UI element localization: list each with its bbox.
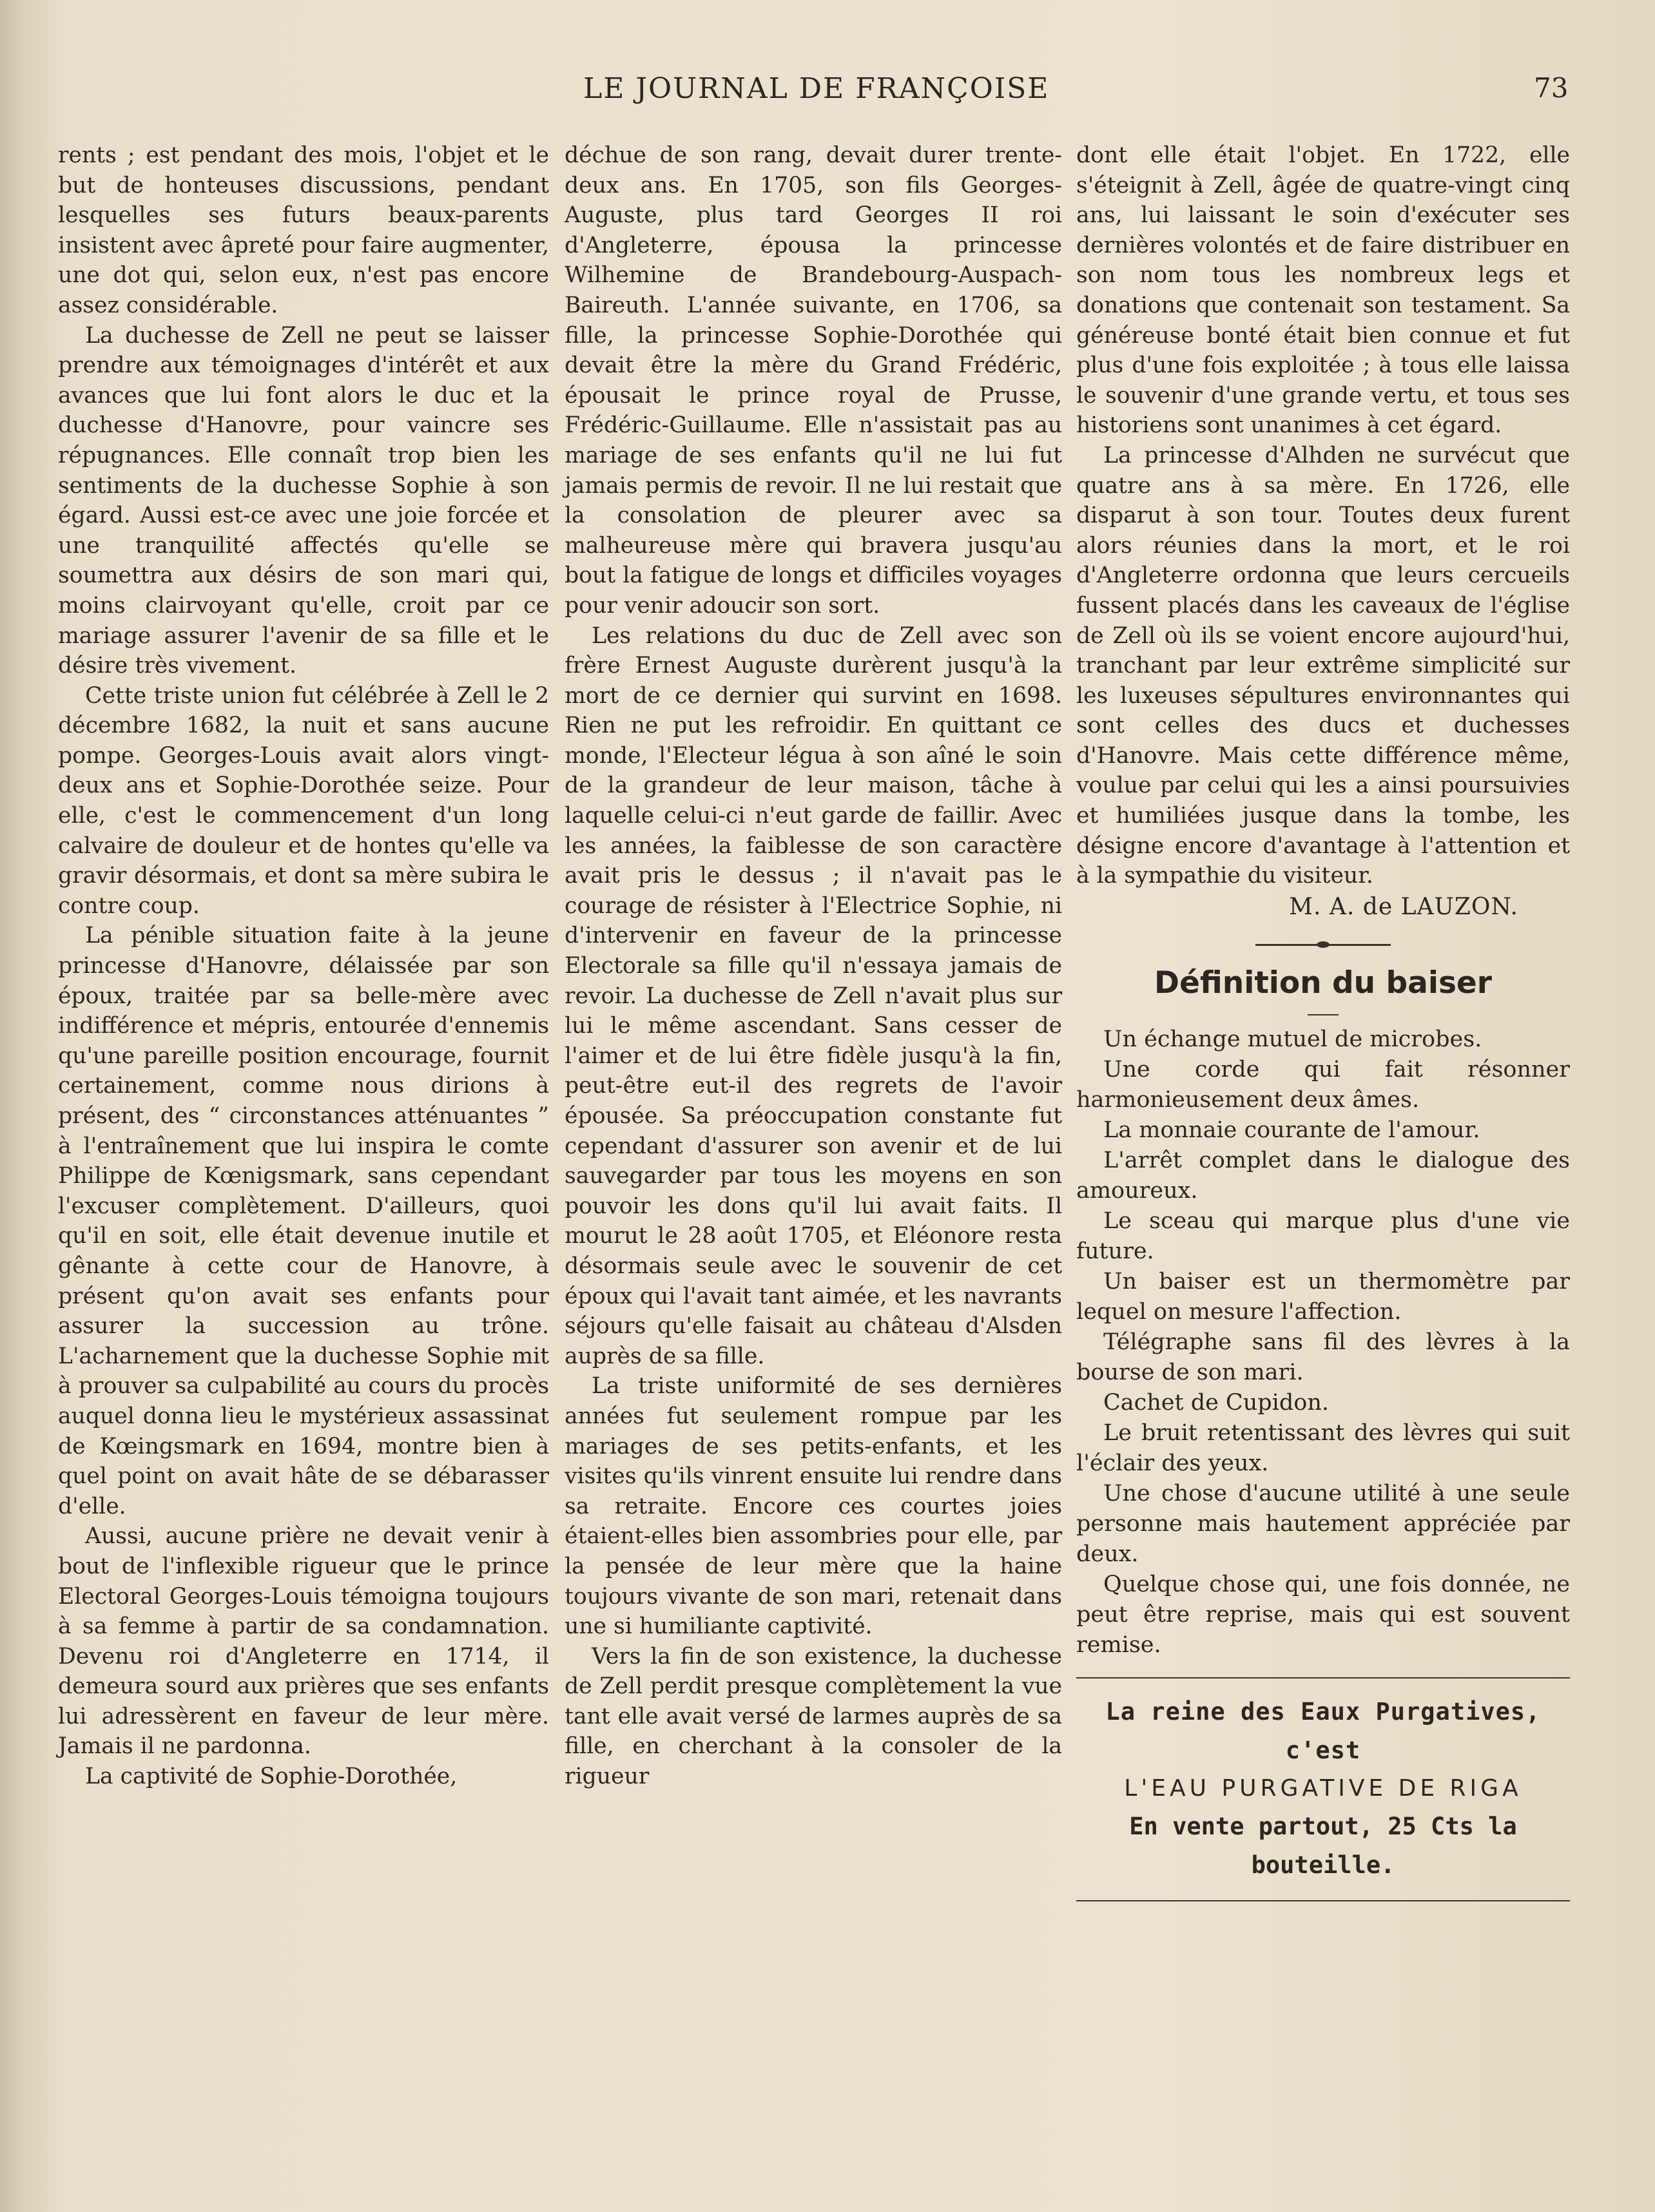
definition-item: La monnaie courante de l'amour. <box>1103 1117 1480 1144</box>
definition-item: Un baiser est un thermomètre par lequel on mesure l'affection. <box>1076 1269 1570 1325</box>
definition-item: L'arrêt complet dans le dialogue des amoureux. <box>1076 1148 1570 1204</box>
advertisement-box <box>1076 1677 1570 1901</box>
definition-item: Le bruit retentissant des lèvres qui suit l'éclair des yeux. <box>1076 1420 1570 1477</box>
title-rule <box>1308 1014 1339 1015</box>
paragraph: Vers la fin de son existence, la duchesse de Zell perdit presque complètement la vue tant elle avait versé de larmes auprès de sa fille, en cherchant à la consoler de la rigueur <box>565 1643 1062 1790</box>
definition-item: Télégraphe sans fil des lèvres à la bourse de son mari. <box>1076 1329 1570 1386</box>
definition-item: Un échange mutuel de microbes. <box>1103 1026 1482 1053</box>
section-title: Définition du baiser <box>1154 965 1492 1001</box>
article-column-2 <box>565 140 1062 1792</box>
paragraph: La pénible situation faite à la jeune princesse d'Hanovre, délaissée par son époux, traitée par sa belle-mère avec indifférence et mépris, entourée d'ennemis qu'une pareille position encourage, fournit certainement, comme nous dirions à présent, des “ circonstances atténuantes ” à l'entraînement que lui inspira le comte Philippe de Kœnigsmark, sans cependant l'excuser complètement. D'ailleurs, quoi qu'il en soit, elle était devenue inutile et gênante à cette cour de Hanovre, à présent qu'on avait ses enfants pour assurer la succession au trône. L'acharnement que la duchesse Sophie mit à prouver sa culpabilité au cours du procès auquel donna lieu le mystérieux assassinat de Kœingsmark en 1694, montre bien à quel point on avait hâte de se débarasser d'elle. <box>58 923 549 1519</box>
definitions-list <box>1076 1024 1570 1660</box>
section-divider <box>1255 944 1391 946</box>
paragraph: La princesse d'Alhden ne survécut que quatre ans à sa mère. En 1726, elle disparut à son tour. Toutes deux furent alors réunies dans la mort, et le roi d'Angleterre ordonna que leurs cercueils fussent placés dans les caveaux de l'église de Zell où ils se voient encore aujourd'hui, tranchant par leur extrême simplicité sur les luxeuses sépultures environnantes qui sont celles des ducs et duchesses d'Hanovre. Mais cette différence même, voulue par celui qui les a ainsi poursuivies et humiliées jusque dans la tombe, les désigne encore d'avantage à l'attention et à la sympathie du visiteur. <box>1076 442 1570 889</box>
page-header <box>0 72 1655 111</box>
article-column-3 <box>1076 140 1570 1901</box>
author-signature: M. A. de LAUZON. <box>1289 893 1518 920</box>
ad-price-line: En vente partout, 25 Cts la bouteille. <box>1129 1813 1517 1880</box>
running-title: LE JOURNAL DE FRANÇOISE <box>583 72 1050 105</box>
definition-item: Cachet de Cupidon. <box>1103 1390 1329 1416</box>
page-number: 73 <box>1534 72 1569 104</box>
paragraph: déchue de son rang, devait durer trente-deux ans. En 1705, son fils Georges-Auguste, plus tard Georges II roi d'Angleterre, épousa la princesse Wilhemine de Brandebourg-Auspach-Baireuth. L'année suivante, en 1706, sa fille, la princesse Sophie-Dorothée qui devait être la mère du Grand Frédéric, épousait le prince royal de Prusse, Frédéric-Guillaume. Elle n'assistait pas au mariage de ses enfants qu'il ne lui fut jamais permis de revoir. Il ne lui restait que la consolation de pleurer avec sa malheureuse mère qui bravera jusqu'au bout la fatigue de longs et difficiles voyages pour venir adoucir son sort. <box>565 142 1062 619</box>
definition-item: Une corde qui fait résonner harmonieusement deux âmes. <box>1076 1057 1570 1113</box>
definition-item: Quelque chose qui, une fois donnée, ne peut être reprise, mais qui est souvent remise. <box>1076 1572 1570 1659</box>
paragraph: La triste uniformité de ses dernières années fut seulement rompue par les mariages de ses petits-enfants, et les visites qu'ils vinrent ensuite lui rendre dans sa retraite. Encore ces courtes joies étaient-elles bien assombries pour elle, par la pensée de leur mère que la haine toujours vivante de son mari, retenait dans une si humiliante captivité. <box>565 1373 1062 1640</box>
paragraph: Les relations du duc de Zell avec son frère Ernest Auguste durèrent jusqu'à la mort de ce dernier qui survint en 1698. Rien ne put les refroidir. En quittant ce monde, l'Electeur légua à son aîné le soin de la grandeur de leur maison, tâche à laquelle celui-ci n'eut garde de faillir. Avec les années, la faiblesse de son caractère avait pris le dessus ; il n'avait pas le courage de résister à l'Electrice Sophie, ni d'intervenir en faveur de la princesse Electorale sa fille qu'il n'essaya jamais de revoir. La duchesse de Zell n'avait plus sur lui le même ascendant. Sans cesser de l'aimer et de lui être fidèle jusqu'à la fin, peut-être eut-il des regrets de l'avoir épousée. Sa préoccupation constante fut cependant d'assurer son avenir et de lui sauvegarder par tous les moyens en son pouvoir les dons qu'il lui avait faits. Il mourut le 28 août 1705, et Eléonore resta désormais seule avec le souvenir de cet époux qui l'avait tant aimée, et les navrants séjours qu'elle faisait au château d'Alsden auprès de sa fille. <box>565 622 1062 1369</box>
article-column-1 <box>58 140 549 1792</box>
definition-item: Une chose d'aucune utilité à une seule personne mais hautement appréciée par deux. <box>1076 1481 1570 1568</box>
ad-product-name: L'EAU PURGATIVE DE RIGA <box>1124 1775 1522 1802</box>
definition-item: Le sceau qui marque plus d'une vie future. <box>1076 1208 1570 1265</box>
ad-headline: La reine des Eaux Purgatives, c'est <box>1105 1698 1541 1765</box>
paragraph: La duchesse de Zell ne peut se laisser prendre aux témoignages d'intérêt et aux avances que lui font alors le duc et la duchesse d'Hanovre, pour vaincre ses répugnances. Elle connaît trop bien les sentiments de la duchesse Sophie à son égard. Aussi est-ce avec une joie forcée et une tranquilité affectés qu'elle se soumettra aux désirs de son mari qui, moins clairvoyant qu'elle, croit par ce mariage assurer l'avenir de sa fille et le désire très vivement. <box>58 322 549 679</box>
paragraph: Cette triste union fut célébrée à Zell le 2 décembre 1682, la nuit et sans aucune pompe. Georges-Louis avait alors vingt-deux ans et Sophie-Dorothée seize. Pour elle, c'est le commencement d'un long calvaire de douleur et de hontes qu'elle va gravir désormais, et dont sa mère subira le contre coup. <box>58 682 549 919</box>
paragraph: rents ; est pendant des mois, l'objet et le but de honteuses discussions, pendant lesquelles ses futurs beaux-parents insistent avec âpreté pour faire augmenter, une dot qui, selon eux, n'est pas encore assez considérable. <box>58 142 549 318</box>
paragraph: Aussi, aucune prière ne devait venir à bout de l'inflexible rigueur que le prince Electoral Georges-Louis témoigna toujours à sa femme à partir de sa condamnation. Devenu roi d'Angleterre en 1714, il demeura sourd aux prières que ses enfants lui adressèrent en faveur de leur mère. Jamais il ne pardonna. <box>58 1523 549 1760</box>
paragraph: La captivité de Sophie-Dorothée, <box>85 1764 458 1790</box>
paragraph: dont elle était l'objet. En 1722, elle s'éteignit à Zell, âgée de quatre-vingt cinq ans, lui laissant le soin d'exécuter ses dernières volontés et de faire distribuer en son nom tous les nombreux legs et donations que contenait son testament. Sa généreuse bonté était bien connue et fut plus d'une fois exploitée ; à tous elle laissa le souvenir d'une grande vertu, et tous ses historiens sont unanimes à cet égard. <box>1076 142 1570 439</box>
